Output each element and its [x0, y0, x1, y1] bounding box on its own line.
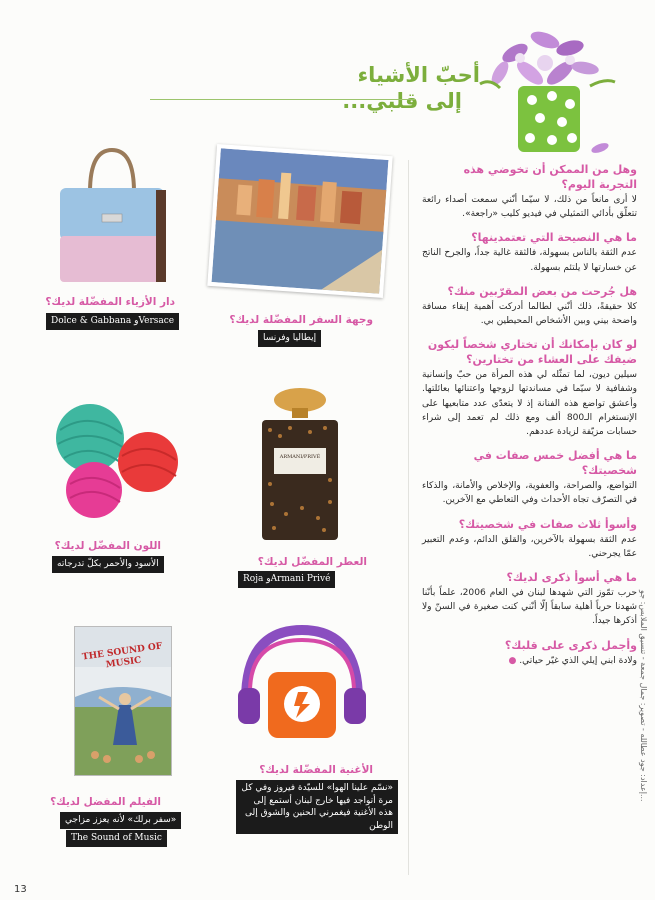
yarn-balls-image [50, 400, 180, 525]
travel-answer: إيطاليا وفرنسا [258, 330, 321, 347]
qa-item [422, 162, 637, 221]
question: ما هي أفضل خمس صفات في شخصيتك؟ [473, 449, 637, 478]
question: وأجمل ذكرى على قلبك؟ [504, 638, 637, 652]
travel-label: وجهة السفر المفضّلة لديك؟ [229, 314, 373, 326]
question: وهل من الممكن أن تخوضي هذه التجربة اليوم؟ [463, 163, 637, 191]
fashion-house-label: دار الأزياء المفضّلة لديك؟ [45, 296, 175, 308]
answer: كلا حقيقةً، ذلك أنّني لطالما أدركت أهمية إبقاء مسافة واضحة بيني وبين الأشخاص المحيطين بي. [422, 301, 637, 327]
credits-text: إعداد: جود عطالله - تصوير: جمال جمعة - تنسيق الملابس: جو... [639, 590, 648, 802]
answer: لا أرى مانعاً من ذلك، لا سيّما أنّني سمعت أصداء رائعة تتعلّق بأدائي التمثيلي في فيديو كليب «راجعة». [422, 195, 637, 220]
answer [422, 654, 637, 668]
answer: حرب تمّوز التي شهدها لبنان في العام 2006، علماً بأنّنا شهدنا حرباً أهلية سابقاً إلّا أنّني كنت صغيرة في السنّ ولا أذكرها جيداً. [422, 588, 637, 627]
interview-column [422, 162, 637, 677]
column-divider [408, 160, 409, 875]
qa-item [422, 230, 637, 274]
question: ما هي أسوأ ذكرى لديك؟ [506, 571, 637, 585]
color-answer: الأسود والأحمر بكلّ تدرجاته [52, 556, 164, 573]
dvd-title-text: THE SOUND OF MUSIC [81, 641, 163, 671]
travel-photo-image [212, 148, 389, 293]
page-title [240, 62, 480, 114]
answer: سيلين ديون، لما تمثّله لي هذه المرأة من حبّ وإنسانية وشفافية لا سيّما في مساندتها لزوجها واعتنائها بعائلتها. وأعشق تواضع هذه الفنانة إذ لا يتعدّى عدد متابعيها على الإنستغرام الـ800 ألف ومع ذلك لم تعمد إلى شراء حسابات مزيّفة لزيادة عددهم. [422, 370, 637, 438]
title-line-1: أحبّ الأشياء [357, 63, 480, 87]
song-answer: «نسّم علينا الهوا» للسيّدة فيروز وفي كل مرة أتواجد فيها خارج لبنان أستمع إلى هذه الأغنية فيغمرني الحنين والشوق إلى الوطن [236, 780, 398, 834]
end-mark-icon: ● [508, 655, 517, 666]
travel-photo-frame [207, 144, 392, 298]
perfume-answer: Roja وArmani Privé [238, 571, 335, 588]
title-line-2: إلى قلبي... [342, 89, 462, 113]
page-number: 13 [14, 884, 27, 895]
question: لو كان بإمكانك أن تختاري شخصاً ليكون ضيفك على العشاء من تختارين؟ [427, 338, 637, 367]
film-label: الفيلم المفضل لديك؟ [50, 796, 161, 808]
qa-item [422, 448, 637, 507]
perfume-label: العطر المفضّل لديك؟ [257, 556, 367, 568]
headphones-image [232, 620, 372, 740]
qa-item [422, 638, 637, 668]
question: هل جُرحت من بعض المقرّبين منك؟ [447, 284, 637, 298]
qa-item [422, 517, 637, 561]
fashion-house-answer: Dolce & Gabbana وVersace [46, 313, 179, 330]
dvd-cover-image [74, 626, 172, 776]
film-answer-line-2: The Sound of Music [66, 830, 167, 847]
color-label: اللون المفضّل لديك؟ [54, 540, 161, 552]
question: وأسوأ ثلاث صفات في شخصيتك؟ [458, 517, 637, 531]
qa-item [422, 284, 637, 328]
answer-text: ولادة ابني إيلي الذي غيّر حياتي. [519, 655, 637, 666]
answer: عدم الثقة بالناس بسهولة، فالثقة غالية جداً، والجرح الناتج عن خسارتها لا يلتئم بسهولة. [422, 248, 637, 273]
perfume-bottle-text: ARMANI/PRIVÉ [279, 454, 321, 460]
question: ما هي النصيحة التي تعتمدينها؟ [471, 231, 637, 245]
film-answer-line-1: «سفر برلك» لأنه يعزز مزاجي [60, 812, 181, 829]
perfume-image [250, 384, 350, 544]
answer: عدم الثقة بسهولة بالآخرين، والقلق الدائم، وعدم التعبير عمّا يجرحني. [422, 534, 637, 559]
flower-pot-image [470, 18, 620, 166]
qa-item [422, 570, 637, 629]
photo-credits [636, 590, 650, 890]
song-label: الأغنية المفضّلة لديك؟ [259, 764, 373, 776]
title-underline [150, 99, 415, 100]
qa-item [422, 337, 637, 439]
answer: التواضع، والصراحة، والعفوية، والإخلاص والأمانة، والذكاء في التصرّف تجاه الأحداث وفي التعاطي مع الآخرين. [422, 481, 637, 506]
handbag-image [52, 140, 172, 290]
